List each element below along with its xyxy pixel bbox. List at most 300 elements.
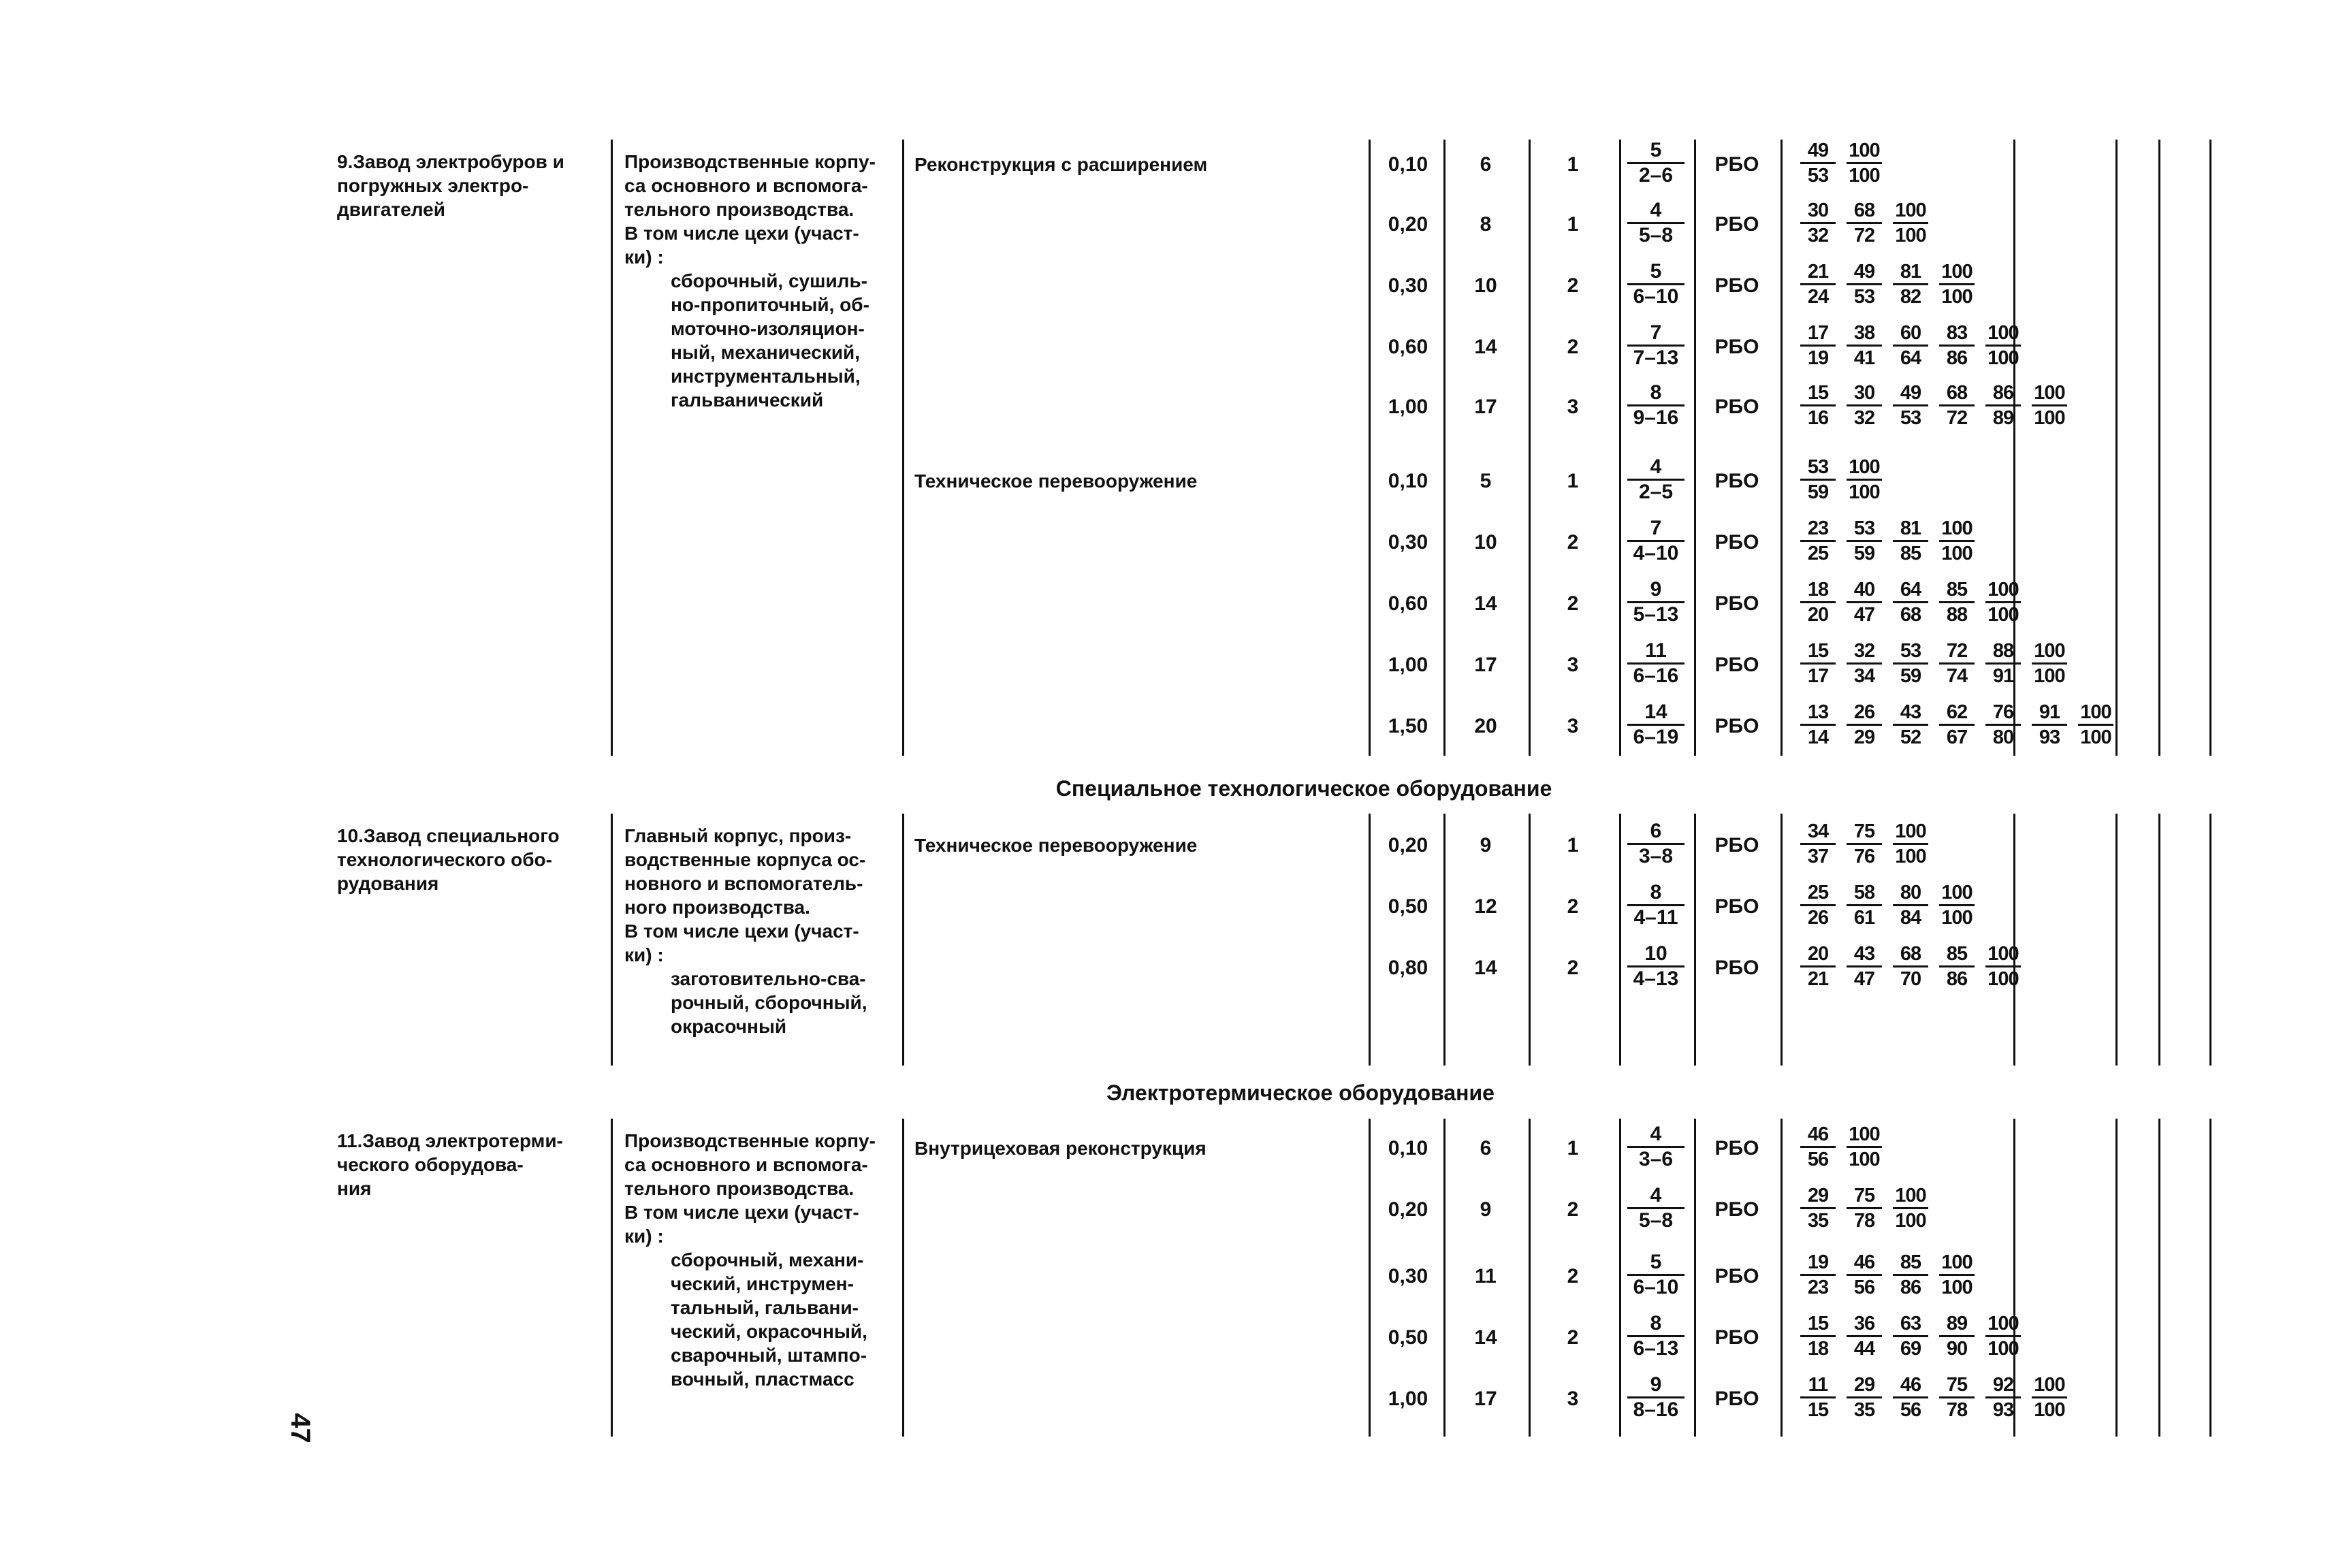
percentage-denominator: 32 bbox=[1807, 225, 1829, 246]
building-description bbox=[624, 1129, 890, 1391]
column-divider bbox=[1780, 1119, 1783, 1437]
percentage-denominator: 90 bbox=[1946, 1338, 1968, 1360]
workshop-line: сборочный, сушиль- bbox=[671, 270, 867, 291]
percentage-numerator: 21 bbox=[1807, 261, 1829, 283]
construction-type: Внутрицеховая реконструкция bbox=[914, 1138, 1207, 1159]
percentage-numerator: 62 bbox=[1946, 701, 1968, 723]
building-line: са основного и вспомога- bbox=[624, 175, 868, 196]
percentage-fraction bbox=[1934, 701, 1980, 749]
fraction-numerator: 4 bbox=[1650, 1184, 1662, 1206]
percentage-fraction bbox=[1795, 1312, 1841, 1360]
percentage-denominator: 56 bbox=[1853, 1277, 1875, 1298]
percentage-denominator: 59 bbox=[1853, 543, 1875, 564]
cost-cell: 0,60 bbox=[1388, 336, 1428, 358]
stages-cell: 1 bbox=[1567, 213, 1579, 236]
percentage-numerator: 34 bbox=[1807, 820, 1829, 842]
percentage-numerator: 15 bbox=[1807, 1313, 1829, 1334]
plant-name-line: рудования bbox=[337, 873, 439, 894]
percentage-fraction bbox=[1795, 199, 1841, 247]
percentage-fraction bbox=[1841, 321, 1887, 370]
percentage-numerator: 100 bbox=[1849, 140, 1880, 161]
fraction-numerator: 9 bbox=[1650, 578, 1662, 601]
percentage-numerator: 75 bbox=[1853, 820, 1875, 842]
column-divider bbox=[2209, 140, 2211, 756]
percentage-numerator: 100 bbox=[1849, 1123, 1880, 1145]
period-fraction bbox=[1627, 260, 1684, 308]
building-line: ного производства. bbox=[624, 897, 810, 918]
percentage-fraction bbox=[1934, 578, 1980, 626]
workshop-line: ный, механический, bbox=[671, 342, 861, 363]
column-divider bbox=[2013, 814, 2015, 1066]
percentage-numerator: 100 bbox=[2034, 640, 2065, 662]
percentage-fraction bbox=[1795, 701, 1841, 749]
column-divider bbox=[1619, 814, 1621, 1066]
percentage-numerator: 15 bbox=[1807, 640, 1829, 662]
percentage-numerator: 83 bbox=[1946, 322, 1968, 344]
percentage-numerator: 80 bbox=[1900, 882, 1921, 903]
plant-name bbox=[337, 824, 569, 895]
percentage-denominator: 59 bbox=[1900, 665, 1921, 687]
percentage-numerator: 85 bbox=[1946, 943, 1968, 965]
percentage-cells bbox=[1795, 1184, 1934, 1232]
percentage-fraction bbox=[1934, 1251, 1980, 1299]
column-divider bbox=[1529, 140, 1531, 756]
workshop-line: сборочный, механи- bbox=[671, 1249, 864, 1270]
organization-cell: РБО bbox=[1714, 274, 1759, 297]
organization-cell: РБО bbox=[1714, 336, 1759, 358]
column-divider bbox=[1529, 1119, 1531, 1437]
percentage-fraction bbox=[2073, 701, 2119, 749]
fraction-numerator: 5 bbox=[1650, 139, 1662, 161]
cost-cell: 0,50 bbox=[1388, 895, 1428, 918]
percentage-numerator: 30 bbox=[1807, 199, 1829, 221]
building-line: Производственные корпу- bbox=[624, 151, 876, 172]
percentage-fraction bbox=[2026, 1373, 2073, 1422]
percentage-fraction bbox=[1887, 517, 1934, 565]
percentage-numerator: 68 bbox=[1853, 199, 1875, 221]
percentage-fraction bbox=[1841, 639, 1887, 688]
percentage-denominator: 100 bbox=[2034, 407, 2065, 429]
percentage-denominator: 25 bbox=[1807, 543, 1829, 564]
percentage-cells bbox=[1795, 1373, 2073, 1422]
stages-cell: 3 bbox=[1567, 396, 1579, 418]
percentage-fraction bbox=[1841, 139, 1887, 187]
percentage-denominator: 100 bbox=[1849, 1149, 1880, 1170]
percentage-fraction bbox=[1841, 381, 1887, 430]
duration-cell: 11 bbox=[1475, 1265, 1497, 1287]
percentage-denominator: 34 bbox=[1853, 665, 1875, 687]
fraction-numerator: 6 bbox=[1650, 820, 1662, 842]
organization-cell: РБО bbox=[1714, 153, 1759, 176]
plant-name-line: технологического обо- bbox=[337, 849, 552, 870]
building-line: водственные корпуса ос- bbox=[624, 849, 866, 870]
duration-cell: 20 bbox=[1474, 715, 1497, 737]
percentage-denominator: 86 bbox=[1946, 347, 1968, 369]
percentage-denominator: 100 bbox=[1987, 604, 2019, 626]
percentage-numerator: 46 bbox=[1853, 1251, 1875, 1273]
period-fraction bbox=[1627, 1373, 1684, 1422]
plant-name-line: ческого оборудова- bbox=[337, 1154, 524, 1175]
percentage-fraction bbox=[1887, 199, 1934, 247]
percentage-denominator: 72 bbox=[1853, 225, 1875, 246]
percentage-numerator: 68 bbox=[1900, 943, 1921, 965]
percentage-fraction bbox=[1795, 455, 1841, 504]
percentage-fraction bbox=[1841, 1251, 1887, 1299]
percentage-cells bbox=[1795, 260, 1980, 308]
cost-cell: 1,00 bbox=[1388, 1388, 1428, 1410]
percentage-numerator: 19 bbox=[1807, 1251, 1829, 1273]
percentage-fraction bbox=[1795, 1251, 1841, 1299]
percentage-fraction bbox=[1841, 701, 1887, 749]
plant-name-line: 9.Завод электробуров и bbox=[337, 151, 564, 172]
percentage-numerator: 75 bbox=[1853, 1185, 1875, 1206]
percentage-cells bbox=[1795, 321, 2026, 370]
percentage-cells bbox=[1795, 578, 2026, 626]
section-heading-electrothermal: Электротермическое оборудование bbox=[1106, 1081, 1495, 1105]
organization-cell: РБО bbox=[1714, 1137, 1759, 1159]
percentage-fraction bbox=[1887, 260, 1934, 308]
percentage-numerator: 88 bbox=[1992, 640, 2014, 662]
percentage-fraction bbox=[1841, 455, 1887, 504]
stages-cell: 2 bbox=[1567, 957, 1579, 979]
workshop-line: заготовительно-сва- bbox=[671, 968, 866, 989]
percentage-numerator: 81 bbox=[1900, 517, 1921, 539]
fraction-denominator: 6–10 bbox=[1633, 285, 1679, 308]
percentage-numerator: 100 bbox=[1987, 322, 2019, 344]
percentage-fraction bbox=[1980, 942, 2026, 991]
percentage-fraction bbox=[1934, 881, 1980, 929]
fraction-denominator: 7–13 bbox=[1633, 347, 1679, 369]
column-divider bbox=[2158, 140, 2160, 756]
workshop-line: ческий, инструмен- bbox=[671, 1273, 854, 1294]
percentage-fraction bbox=[1934, 1312, 1980, 1360]
workshop-line: инструментальный, bbox=[671, 366, 861, 387]
percentage-fraction bbox=[1841, 881, 1887, 929]
building-line: Главный корпус, произ- bbox=[624, 825, 852, 846]
duration-cell: 12 bbox=[1474, 895, 1497, 918]
cost-cell: 1,00 bbox=[1388, 654, 1428, 676]
percentage-numerator: 100 bbox=[1849, 456, 1880, 478]
section-heading-special: Специальное технологическое оборудование bbox=[1055, 776, 1552, 801]
cost-cell: 0,10 bbox=[1388, 470, 1428, 492]
percentage-denominator: 56 bbox=[1900, 1399, 1921, 1421]
percentage-denominator: 100 bbox=[1941, 543, 1972, 564]
percentage-fraction bbox=[1795, 578, 1841, 626]
percentage-fraction bbox=[1795, 517, 1841, 565]
percentage-cells bbox=[1795, 517, 1980, 565]
percentage-denominator: 100 bbox=[1941, 907, 1972, 929]
percentage-denominator: 32 bbox=[1853, 407, 1875, 429]
percentage-numerator: 38 bbox=[1853, 322, 1875, 344]
percentage-denominator: 100 bbox=[1941, 286, 1972, 308]
percentage-numerator: 92 bbox=[1992, 1374, 2014, 1396]
percentage-denominator: 35 bbox=[1807, 1210, 1829, 1232]
column-divider bbox=[2115, 1119, 2118, 1437]
percentage-denominator: 82 bbox=[1900, 286, 1921, 308]
percentage-numerator: 100 bbox=[2080, 701, 2111, 723]
fraction-denominator: 8–16 bbox=[1633, 1398, 1679, 1421]
organization-cell: РБО bbox=[1714, 1388, 1759, 1410]
percentage-denominator: 47 bbox=[1853, 968, 1875, 990]
duration-cell: 9 bbox=[1480, 1198, 1492, 1221]
fraction-numerator: 5 bbox=[1650, 1251, 1662, 1273]
percentage-numerator: 100 bbox=[1895, 820, 1926, 842]
duration-cell: 5 bbox=[1480, 470, 1492, 492]
percentage-denominator: 69 bbox=[1900, 1338, 1921, 1360]
workshop-line: но-пропиточный, об- bbox=[671, 294, 869, 315]
percentage-fraction bbox=[1887, 1373, 1934, 1422]
column-divider bbox=[1443, 140, 1445, 756]
duration-cell: 10 bbox=[1474, 531, 1497, 554]
percentage-fraction bbox=[1841, 1312, 1887, 1360]
percentage-numerator: 100 bbox=[1941, 1251, 1972, 1273]
stages-cell: 2 bbox=[1567, 1326, 1579, 1349]
stages-cell: 3 bbox=[1567, 654, 1579, 676]
percentage-denominator: 78 bbox=[1853, 1210, 1875, 1232]
fraction-denominator: 3–8 bbox=[1638, 845, 1674, 867]
percentage-cells bbox=[1795, 381, 2073, 430]
percentage-denominator: 56 bbox=[1807, 1149, 1829, 1170]
percentage-denominator: 76 bbox=[1853, 846, 1875, 867]
column-divider bbox=[2158, 1119, 2160, 1437]
percentage-fraction bbox=[1795, 820, 1841, 868]
percentage-denominator: 59 bbox=[1807, 481, 1829, 503]
column-divider bbox=[1780, 140, 1783, 756]
period-fraction bbox=[1627, 639, 1684, 688]
building-line: новного и вспомогатель- bbox=[624, 873, 863, 894]
period-fraction bbox=[1627, 199, 1684, 247]
column-divider bbox=[1694, 814, 1696, 1066]
duration-cell: 14 bbox=[1474, 336, 1497, 358]
percentage-fraction bbox=[1934, 321, 1980, 370]
period-fraction bbox=[1627, 455, 1684, 504]
percentage-denominator: 20 bbox=[1807, 604, 1829, 626]
column-divider bbox=[2115, 140, 2118, 756]
period-fraction bbox=[1627, 1123, 1684, 1171]
percentage-denominator: 80 bbox=[1992, 726, 2014, 748]
percentage-fraction bbox=[1934, 639, 1980, 688]
column-divider bbox=[2158, 814, 2160, 1066]
workshop-line: моточно-изоляцион- bbox=[671, 318, 865, 339]
column-divider bbox=[1694, 140, 1696, 756]
percentage-fraction bbox=[1841, 942, 1887, 991]
percentage-fraction bbox=[1795, 881, 1841, 929]
percentage-cells bbox=[1795, 139, 1887, 187]
percentage-denominator: 72 bbox=[1946, 407, 1968, 429]
percentage-numerator: 26 bbox=[1853, 701, 1875, 723]
organization-cell: РБО bbox=[1714, 592, 1759, 615]
percentage-fraction bbox=[1980, 1373, 2026, 1422]
percentage-cells bbox=[1795, 881, 1980, 929]
fraction-denominator: 5–13 bbox=[1633, 603, 1679, 626]
percentage-denominator: 100 bbox=[1895, 225, 1926, 246]
percentage-denominator: 100 bbox=[1895, 1210, 1926, 1232]
percentage-fraction bbox=[1887, 639, 1934, 688]
percentage-numerator: 58 bbox=[1853, 882, 1875, 903]
percentage-denominator: 100 bbox=[1941, 1277, 1972, 1298]
organization-cell: РБО bbox=[1714, 957, 1759, 979]
percentage-numerator: 85 bbox=[1946, 579, 1968, 601]
percentage-cells bbox=[1795, 199, 1934, 247]
fraction-denominator: 4–11 bbox=[1633, 906, 1678, 929]
percentage-denominator: 93 bbox=[1992, 1399, 2014, 1421]
percentage-numerator: 23 bbox=[1807, 517, 1829, 539]
cost-cell: 0,20 bbox=[1388, 1198, 1428, 1221]
cost-cell: 0,20 bbox=[1388, 834, 1428, 857]
percentage-fraction bbox=[1795, 942, 1841, 991]
fraction-denominator: 5–8 bbox=[1638, 224, 1674, 246]
percentage-fraction bbox=[1841, 199, 1887, 247]
percentage-numerator: 60 bbox=[1900, 322, 1921, 344]
percentage-numerator: 11 bbox=[1808, 1374, 1828, 1396]
stages-cell: 1 bbox=[1567, 834, 1579, 857]
percentage-numerator: 100 bbox=[1941, 882, 1972, 903]
percentage-numerator: 46 bbox=[1900, 1374, 1921, 1396]
percentage-cells bbox=[1795, 820, 1934, 868]
percentage-denominator: 100 bbox=[1849, 481, 1880, 503]
percentage-fraction bbox=[1841, 1184, 1887, 1232]
period-fraction bbox=[1627, 578, 1684, 626]
percentage-fraction bbox=[1934, 381, 1980, 430]
period-fraction bbox=[1627, 1312, 1684, 1360]
period-fraction bbox=[1627, 820, 1684, 868]
percentage-numerator: 43 bbox=[1900, 701, 1921, 723]
percentage-denominator: 68 bbox=[1900, 604, 1921, 626]
column-divider bbox=[1443, 1119, 1445, 1437]
percentage-fraction bbox=[1980, 701, 2026, 749]
fraction-numerator: 5 bbox=[1650, 260, 1662, 283]
cost-cell: 0,80 bbox=[1388, 957, 1428, 979]
percentage-fraction bbox=[1795, 139, 1841, 187]
column-divider bbox=[1369, 140, 1371, 756]
percentage-fraction bbox=[1795, 1184, 1841, 1232]
period-fraction bbox=[1627, 881, 1684, 929]
fraction-numerator: 8 bbox=[1650, 1312, 1662, 1334]
percentage-numerator: 100 bbox=[2034, 1374, 2065, 1396]
percentage-numerator: 18 bbox=[1807, 579, 1829, 601]
percentage-fraction bbox=[1795, 321, 1841, 370]
organization-cell: РБО bbox=[1714, 1265, 1759, 1287]
percentage-numerator: 49 bbox=[1900, 382, 1921, 404]
percentage-denominator: 86 bbox=[1946, 968, 1968, 990]
percentage-denominator: 100 bbox=[1849, 165, 1880, 187]
column-divider bbox=[1780, 814, 1783, 1066]
percentage-fraction bbox=[1841, 1373, 1887, 1422]
percentage-fraction bbox=[1887, 1312, 1934, 1360]
percentage-denominator: 100 bbox=[1895, 846, 1926, 867]
stages-cell: 2 bbox=[1567, 531, 1579, 554]
building-line: В том числе цехи (участ- bbox=[624, 921, 859, 942]
column-divider bbox=[1619, 140, 1621, 756]
fraction-numerator: 7 bbox=[1650, 321, 1662, 344]
workshop-line: сварочный, штампо- bbox=[671, 1345, 867, 1366]
fraction-numerator: 8 bbox=[1650, 381, 1662, 404]
percentage-fraction bbox=[2026, 381, 2073, 430]
column-divider bbox=[2115, 814, 2118, 1066]
construction-type: Реконструкция с расширением bbox=[914, 154, 1208, 175]
percentage-numerator: 100 bbox=[1941, 261, 1972, 283]
percentage-denominator: 53 bbox=[1807, 165, 1829, 187]
period-fraction bbox=[1627, 701, 1684, 749]
percentage-denominator: 100 bbox=[1987, 968, 2019, 990]
percentage-numerator: 36 bbox=[1853, 1313, 1875, 1334]
fraction-numerator: 8 bbox=[1650, 881, 1662, 903]
fraction-numerator: 10 bbox=[1644, 942, 1667, 965]
percentage-numerator: 32 bbox=[1853, 640, 1875, 662]
period-fraction bbox=[1627, 942, 1684, 991]
percentage-fraction bbox=[1795, 260, 1841, 308]
cost-cell: 0,50 bbox=[1388, 1326, 1428, 1349]
percentage-denominator: 52 bbox=[1900, 726, 1921, 748]
column-divider bbox=[1694, 1119, 1696, 1437]
percentage-numerator: 64 bbox=[1900, 579, 1921, 601]
percentage-denominator: 93 bbox=[2039, 726, 2060, 748]
cost-cell: 0,60 bbox=[1388, 592, 1428, 615]
percentage-denominator: 53 bbox=[1853, 286, 1875, 308]
percentage-fraction bbox=[1795, 1373, 1841, 1422]
percentage-denominator: 61 bbox=[1853, 907, 1875, 929]
organization-cell: РБО bbox=[1714, 895, 1759, 918]
percentage-cells bbox=[1795, 1123, 1887, 1171]
workshop-line: рочный, сборочный, bbox=[671, 992, 867, 1013]
column-divider bbox=[902, 814, 904, 1066]
percentage-fraction bbox=[1887, 942, 1934, 991]
percentage-cells bbox=[1795, 701, 2119, 749]
percentage-numerator: 25 bbox=[1807, 882, 1829, 903]
percentage-fraction bbox=[1887, 881, 1934, 929]
stages-cell: 2 bbox=[1567, 1265, 1579, 1287]
percentage-fraction bbox=[1980, 1312, 2026, 1360]
fraction-denominator: 6–19 bbox=[1633, 726, 1679, 748]
percentage-cells bbox=[1795, 639, 2073, 688]
column-divider bbox=[902, 1119, 904, 1437]
percentage-numerator: 30 bbox=[1853, 382, 1875, 404]
percentage-denominator: 85 bbox=[1900, 543, 1921, 564]
percentage-denominator: 100 bbox=[2034, 1399, 2065, 1421]
percentage-denominator: 74 bbox=[1946, 665, 1968, 687]
percentage-numerator: 53 bbox=[1900, 640, 1921, 662]
percentage-cells bbox=[1795, 942, 2026, 991]
column-divider bbox=[1443, 814, 1445, 1066]
period-fraction bbox=[1627, 139, 1684, 187]
percentage-fraction bbox=[1980, 578, 2026, 626]
percentage-denominator: 86 bbox=[1900, 1277, 1921, 1298]
organization-cell: РБО bbox=[1714, 470, 1759, 492]
page-number: 47 bbox=[285, 1413, 315, 1443]
percentage-denominator: 44 bbox=[1853, 1338, 1875, 1360]
percentage-fraction bbox=[1887, 1251, 1934, 1299]
percentage-denominator: 16 bbox=[1807, 407, 1829, 429]
percentage-denominator: 24 bbox=[1807, 286, 1829, 308]
fraction-denominator: 4–13 bbox=[1633, 967, 1679, 990]
duration-cell: 10 bbox=[1474, 274, 1497, 297]
percentage-numerator: 43 bbox=[1853, 943, 1875, 965]
percentage-denominator: 17 bbox=[1807, 665, 1829, 687]
percentage-fraction bbox=[1980, 639, 2026, 688]
fraction-denominator: 6–13 bbox=[1633, 1337, 1679, 1360]
percentage-numerator: 100 bbox=[1941, 517, 1972, 539]
stages-cell: 2 bbox=[1567, 895, 1579, 918]
duration-cell: 14 bbox=[1474, 592, 1497, 615]
percentage-denominator: 26 bbox=[1807, 907, 1829, 929]
building-line: Производственные корпу- bbox=[624, 1130, 876, 1151]
fraction-denominator: 6–10 bbox=[1633, 1276, 1679, 1298]
fraction-denominator: 3–6 bbox=[1638, 1148, 1674, 1170]
stages-cell: 2 bbox=[1567, 274, 1579, 297]
cost-cell: 1,00 bbox=[1388, 396, 1428, 418]
percentage-denominator: 23 bbox=[1807, 1277, 1829, 1298]
percentage-fraction bbox=[1934, 1373, 1980, 1422]
